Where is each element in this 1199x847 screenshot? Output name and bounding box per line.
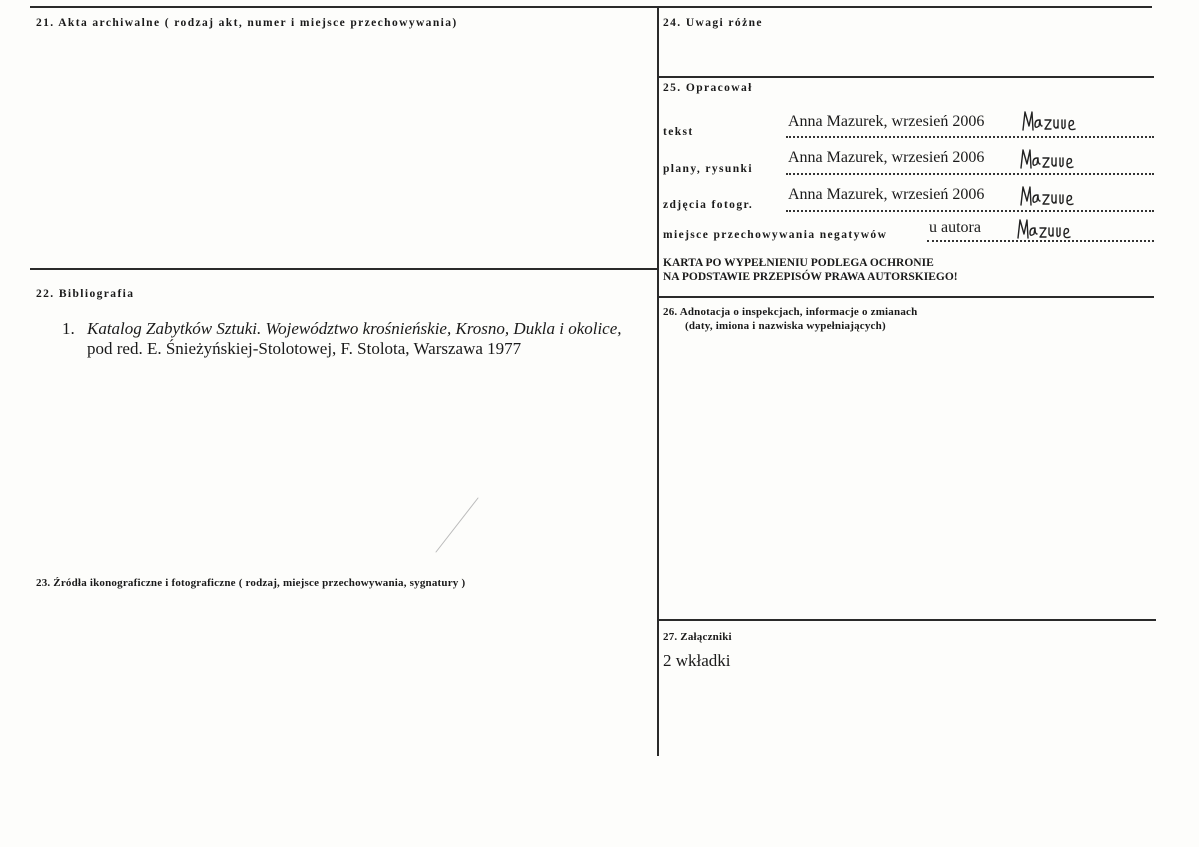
section-26-label: 26. Adnotacja o inspekcjach, informacje o zmianach [663,306,918,318]
copyright-notice-line1: KARTA PO WYPEŁNIENIU PODLEGA OCHRONIE [663,257,934,269]
author-row-photos-value: Anna Mazurek, wrzesień 2006 [788,186,985,203]
attachments-value: 2 wkładki [663,651,731,670]
author-row-plans-value: Anna Mazurek, wrzesień 2006 [788,149,985,166]
author-row-plans-label: plany, rysunki [663,163,753,175]
divider-24-25 [658,76,1154,78]
section-24-label: 24. Uwagi różne [663,17,763,29]
signature-handwritten [1018,183,1076,209]
section-25-label: 25. Opracował [663,82,753,94]
author-row-negatives-label: miejsce przechowywania negatywów [663,229,888,241]
author-row-text-dotted-line [786,136,1154,138]
column-divider [657,6,659,756]
author-row-photos-label: zdjęcia fotogr. [663,199,754,211]
signature-handwritten [1015,216,1073,242]
signature-handwritten [1020,108,1078,134]
bibliography-entry-number: 1. [62,319,75,338]
section-26-sublabel: (daty, imiona i nazwiska wypełniających) [685,320,886,332]
bibliography-entry-title: Katalog Zabytków Sztuki. Województwo krośnieńskie, Krosno, Dukla i okolice, [87,319,622,338]
signature-handwritten [1018,146,1076,172]
section-27-label: 27. Załączniki [663,631,732,643]
author-row-photos-dotted-line [786,210,1154,212]
section-22-label: 22. Bibliografia [36,288,135,300]
author-row-text-value: Anna Mazurek, wrzesień 2006 [788,113,985,130]
copyright-notice-line2: NA PODSTAWIE PRZEPISÓW PRAWA AUTORSKIEGO! [663,271,958,283]
top-border [30,6,1152,8]
author-row-negatives-value: u autora [929,219,981,236]
scan-mark [432,496,482,556]
author-row-text-label: tekst [663,126,694,138]
divider-21-22 [30,268,658,270]
bibliography-entry-details: pod red. E. Śnieżyńskiej-Stolotowej, F. Stolota, Warszawa 1977 [87,339,522,358]
divider-26-27 [658,619,1156,621]
author-row-plans-dotted-line [786,173,1154,175]
section-23-label: 23. Źródła ikonograficzne i fotograficzne ( rodzaj, miejsce przechowywania, sygnatury ) [36,577,466,589]
section-21-label: 21. Akta archiwalne ( rodzaj akt, numer i miejsce przechowywania) [36,17,458,29]
divider-25-26 [658,296,1154,298]
